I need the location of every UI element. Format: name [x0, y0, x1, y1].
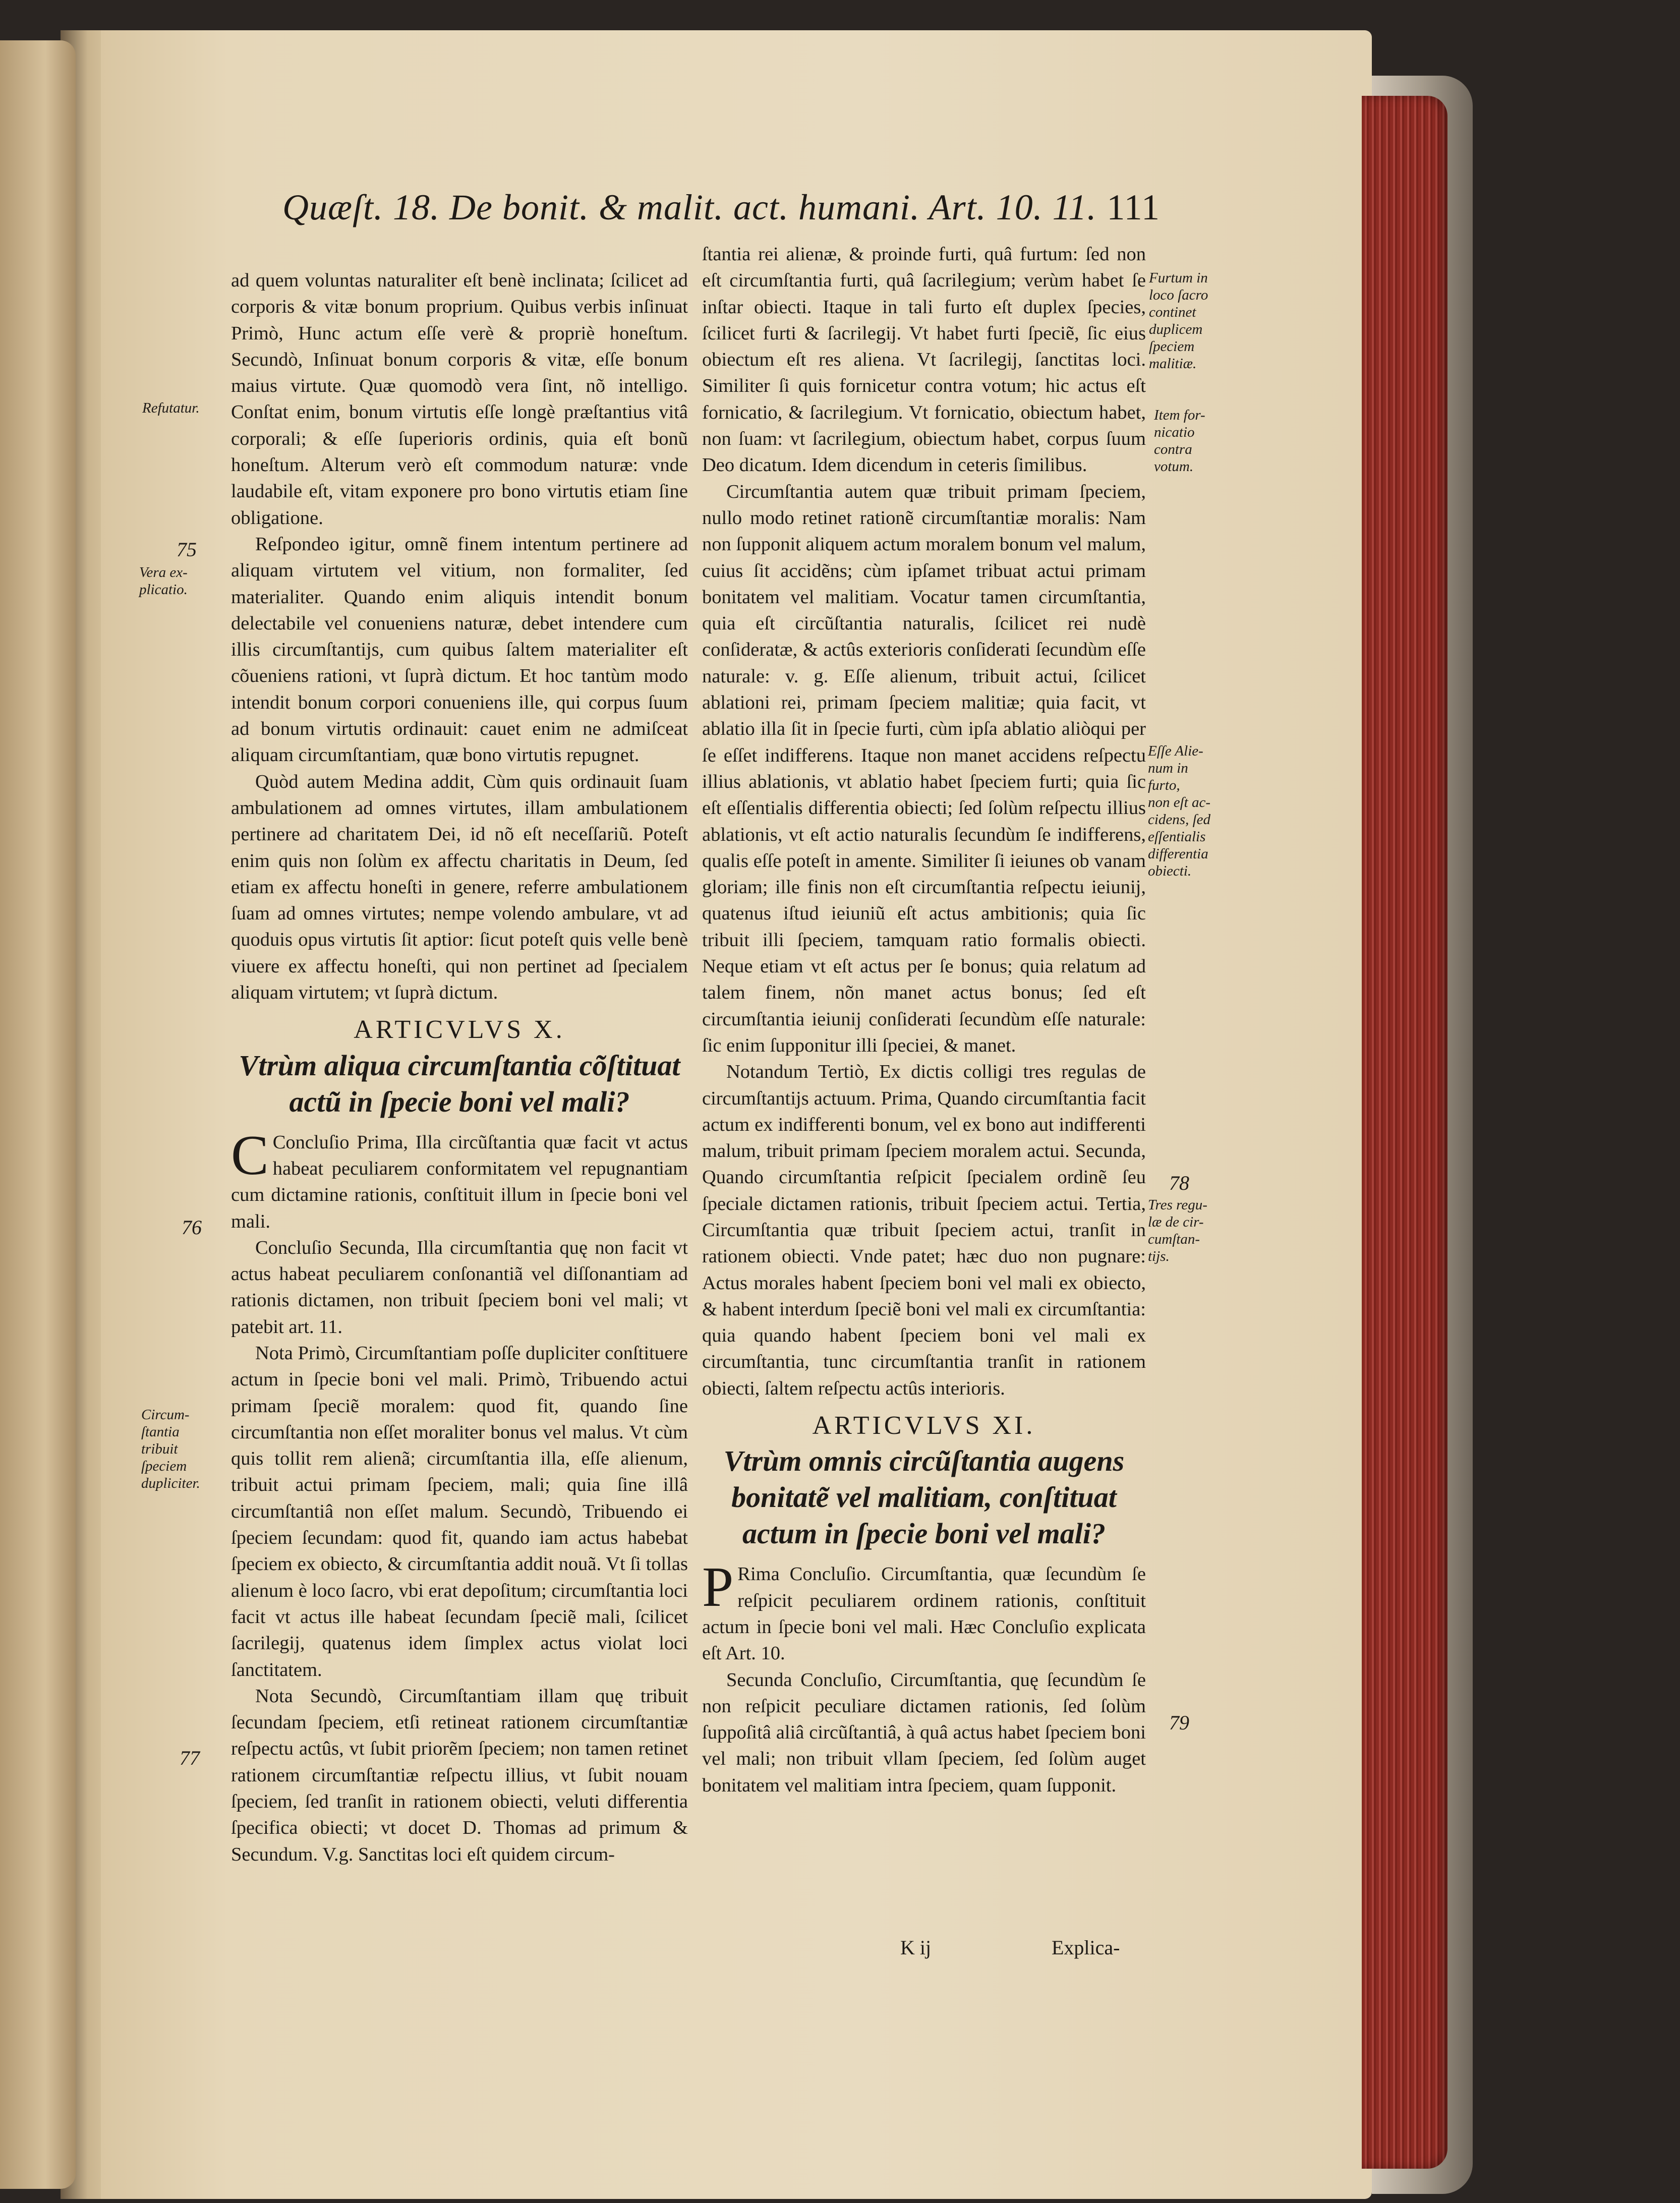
paragraph: Nota Primò, Circumſtantiam poſſe dupliciter conſtituere actum in ſpecie boni vel mali. Primò, Tribuendo actui primam ſpeciẽ moralem: quod fit, quando ſine circumſtantia non eſſet moraliter bonus vel malus. Vt cùm quis tollit rem alienã; circumſtantia illa, eſſe alienum, tribuit actui primam ſpeciem, mali; quia ſine illâ circumſtantiâ non eſſet malum. Secundò, Tribuendo ei ſpeciem ſecundam: quod fit, quando iam actus habebat ſpeciem ex obiecto, & circumſtantia addit nouã. Vt ſi tollas alienum è loco ſacro, vbi erat depoſitum; circumſtantia loci facit vt actus ille habeat ſecundam ſpeciẽ mali, ſcilicet ſacrilegij, quatenus idem ſimplex actus violat loci ſanctitatem. — [231, 1342, 688, 1680]
paragraph-text: Rima Concluſio. Circumſtantia, quæ ſecundùm ſe reſpicit peculiarem ordinem rationis, conſtituit actum in ſpecie boni vel mali. Hæc Concluſio explicata eſt Art. 10. — [702, 1563, 1146, 1664]
running-header — [282, 187, 1160, 242]
drop-cap: C — [231, 1124, 269, 1187]
margin-note-furtum: Furtum in loco ſacro continet duplicem ſpeciem malitiæ. — [1149, 270, 1208, 372]
paragraph: ſtantia rei alienæ, & proinde furti, quâ furtum: ſed non eſt circumſtantia furti, quâ ſacrilegium; verùm habet ſe inſtar obiecti. Itaque in tali furto eſt duplex ſpecies, ſcilicet furti & ſacrilegij. Vt habet furti ſpeciẽ, ſic eius obiectum eſt res aliena. Vt ſacrilegij, ſanctitas loci. Similiter ſi quis fornicetur contra votum; hic actus eſt fornicatio, & ſacrilegium. Vt fornicatio, obiectum habet, non ſuam: vt ſacrilegium, obiectum habet, corpus ſuum Deo dicatum. Idem dicendum in ceteris ſimilibus. — [702, 244, 1146, 476]
paragraph — [702, 1556, 1146, 1666]
margin-note-refutatur: Refutatur. — [142, 400, 200, 416]
margin-number-78: 78 — [1169, 1172, 1189, 1194]
margin-note-tres-regulae: Tres regu- læ de cir- cumſtan- tijs. — [1148, 1197, 1207, 1264]
margin-number-76: 76 — [182, 1216, 202, 1239]
paragraph: Quòd autem Medina addit, Cùm quis ordinauit ſuam ambulationem ad omnes virtutes, illam ambulationem pertinere ad charitatem Dei, id nõ eſt neceſſariũ. Poteſt enim quis non ſolùm ex affectu charitatis in Deum, ſed etiam ex affectu honeſti in genere, referre ambulationem ſuam ad omnes virtutes; nempe volendo ambulare, vt ad quoduis opus virtutis ſit aptior: ſicut poteſt quis velle benè viuere ex affectu honeſti, qui non pertinet ad ſpecialem aliquam virtutem; vt ſuprà dictum. — [231, 771, 688, 1004]
margin-number-77: 77 — [180, 1747, 200, 1769]
left-column — [231, 267, 688, 1868]
article-title: ARTICVLVS XI. — [812, 1411, 1036, 1440]
margin-note-circumstantia: Circum- ſtantia tribuit ſpeciem dupliciter. — [141, 1407, 200, 1491]
paragraph — [231, 1124, 688, 1235]
paragraph: Secunda Concluſio, Circumſtantia, quę ſecundùm ſe non reſpicit peculiare dictamen rationis, ſed ſolùm ſuppoſitâ aliâ circũſtantiâ, à quâ actus habet ſpeciem boni vel mali; non tribuit vllam ſpeciem, ſed ſolùm auget bonitatem vel malitiam intra ſpeciem, quam ſupponit. — [702, 1669, 1146, 1796]
article-question: Vtrùm omnis circũſtantia augens bonitatẽ vel malitiam, conſtituat actum in ſpecie boni vel mali? — [723, 1444, 1125, 1550]
paragraph-text: Concluſio Prima, Illa circũſtantia quæ facit vt actus habeat peculiarem conformitatem vel repugnantiam cum dictamine rationis, conſtituit illum in ſpecie boni vel mali. — [231, 1131, 688, 1232]
paragraph: Reſpondeo igitur, omnẽ finem intentum pertinere ad aliquam virtutem vel vitium, non formaliter, ſed materialiter. Quando enim aliquis intendit bonum delectabile vel conueniens naturæ, debet intendere cum illis circumſtantijs, cum quibus ſaltem materialiter eſt cõueniens rationi, vt ſuprà dictum. Et hoc tantùm modo intendit bonum corpori conueniens ille, qui corpus ſuum ad bonum virtutis ordinauit: cauet enim ne admiſceat aliquam circumſtantiam, quæ bono virtutis repugnet. — [231, 533, 688, 766]
margin-note-item: Item for- nicatio contra votum. — [1154, 407, 1205, 475]
paragraph: Concluſio Secunda, Illa circumſtantia quę non facit vt actus habeat peculiarem conſonantiã vel diſſonantiam ad rationis dictamen, non tribuit ſpeciem boni vel mali; vt patebit art. 11. — [231, 1237, 688, 1338]
margin-note-esse-alienum: Eſſe Alie- num in furto, non eſt ac- cidens, ſed eſſentialis differentia obiecti. — [1148, 743, 1211, 879]
margin-number-75: 75 — [177, 538, 197, 561]
paragraph: Nota Secundò, Circumſtantiam illam quę tribuit ſecundam ſpeciem, etſi retineat rationem circumſtantiæ reſpectu actûs, vt ſubit priorẽm ſpeciem; non tamen retinet rationem circumſtantiæ reſpectu illius, vt ſubit nouam ſpeciem, ſed tranſit in rationem obiecti, veluti differentia ſpecifica obiecti; vt docet D. Thomas ad primum & Secundum. V.g. Sanctitas loci eſt quidem circum- — [231, 1685, 688, 1865]
right-column — [702, 241, 1146, 1799]
catchword: Explica- — [1052, 1936, 1120, 1959]
margin-number-79: 79 — [1169, 1711, 1189, 1734]
running-title: Quæſt. 18. De bonit. & malit. act. humani. Art. 10. 11. — [282, 187, 1097, 227]
signature-mark: K ij — [900, 1936, 932, 1959]
margin-note-vera-explicatio: Vera ex- plicatio. — [139, 564, 188, 598]
paragraph: Circumſtantia autem quæ tribuit primam ſpeciem, nullo modo retinet rationẽ circumſtantiæ moralis: Nam non ſupponit aliquem actum moralem bonum vel malum, cuius ſit accidẽns; cùm ipſamet tribuat actui primam bonitatem vel malitiam. Vocatur tamen circumſtantia, quia eſt circũſtantia naturalis, ſcilicet rei nudè conſideratæ, & actûs exterioris conſiderati ſecundùm eſſe naturale: v. g. Eſſe alienum, tribuit actui, ſcilicet ablationi rei, primam ſpeciem malitiæ; quia facit, vt ablatio illa ſit in ſpecie furti, cùm ipſa ablatio aliòqui per ſe eſſet indifferens. Itaque non manet accidens reſpectu illius ablationis, vt ablatio habet ſpeciem furti; quia ſic eſt eſſentialis differentia obiecti; ſed ſolùm reſpectu illius ablationis, vt eſt actio naturalis ſecundùm ſe indifferens, qualis eſſe poteſt in amente. Similiter ſi ieiunes ob vanam gloriam; ille finis non eſt circumſtantia reſpectu ieiunij, quatenus iſtud ieiuniũ eſt actus ambitionis; quia ſic tribuit illi ſpeciem, tamquam ratio formalis obiecti. Neque etiam vt eſt actus per ſe bonus; quia relatum ad talem finem, nõn manet actus bonus; ſed eſt circumſtantia ieiunij conſiderati ſecundùm eſſe naturale: ſic enim ſupponitur illi ſpeciei, & manet. — [702, 481, 1146, 1056]
page-number: 111 — [1107, 187, 1160, 227]
paragraph: ad quem voluntas naturaliter eſt benè inclinata; ſcilicet ad corporis & vitæ bonum proprium. Quibus verbis inſinuat Primò, Hunc actum eſſe verè & propriè honeſtum. Secundò, Inſinuat bonum corporis & vitæ, eſſe bonum maius virtute. Quæ quomodò vera ſint, nõ intelligo. Conſtat enim, bonum virtutis eſſe longè præſtantius vitâ corporali; & eſſe ſuperioris ordinis, quia eſt bonũ honeſtum. Alterum verò eſt commodum naturæ: vnde laudabile eſt, vitam exponere pro bono virtutis etiam ſine obligatione. — [231, 270, 688, 529]
article-question: Vtrùm aliqua circumſtantia cõſtituat actũ in ſpecie boni vel mali? — [239, 1049, 680, 1118]
drop-cap: P — [702, 1556, 734, 1619]
article-title: ARTICVLVS X. — [354, 1015, 565, 1045]
paragraph: Notandum Tertiò, Ex dictis colligi tres regulas de circumſtantijs actuum. Prima, Quando circumſtantia facit actum ex indifferenti bonum, vel ex bono aut indifferenti malum, tribuit primam ſpeciem moralem actui. Secunda, Quando circumſtantia reſpicit ſpecialem ordinẽ ſeu ſpeciale dictamen rationis, tribuit ſpeciem actui. Tertia, Circumſtantia quæ tribuit ſpeciem actui, tranſit in rationem obiecti. Vnde patet; hæc duo non pugnare: Actus morales habent ſpeciem boni vel mali ex obiecto, & habent interdum ſpeciẽ boni vel mali ex circumſtantia: quia quando habent ſpeciem boni vel mali ex circumſtantia, tunc circumſtantia tranſit in rationem obiecti, ſaltem reſpectu actûs interioris. — [702, 1061, 1146, 1399]
